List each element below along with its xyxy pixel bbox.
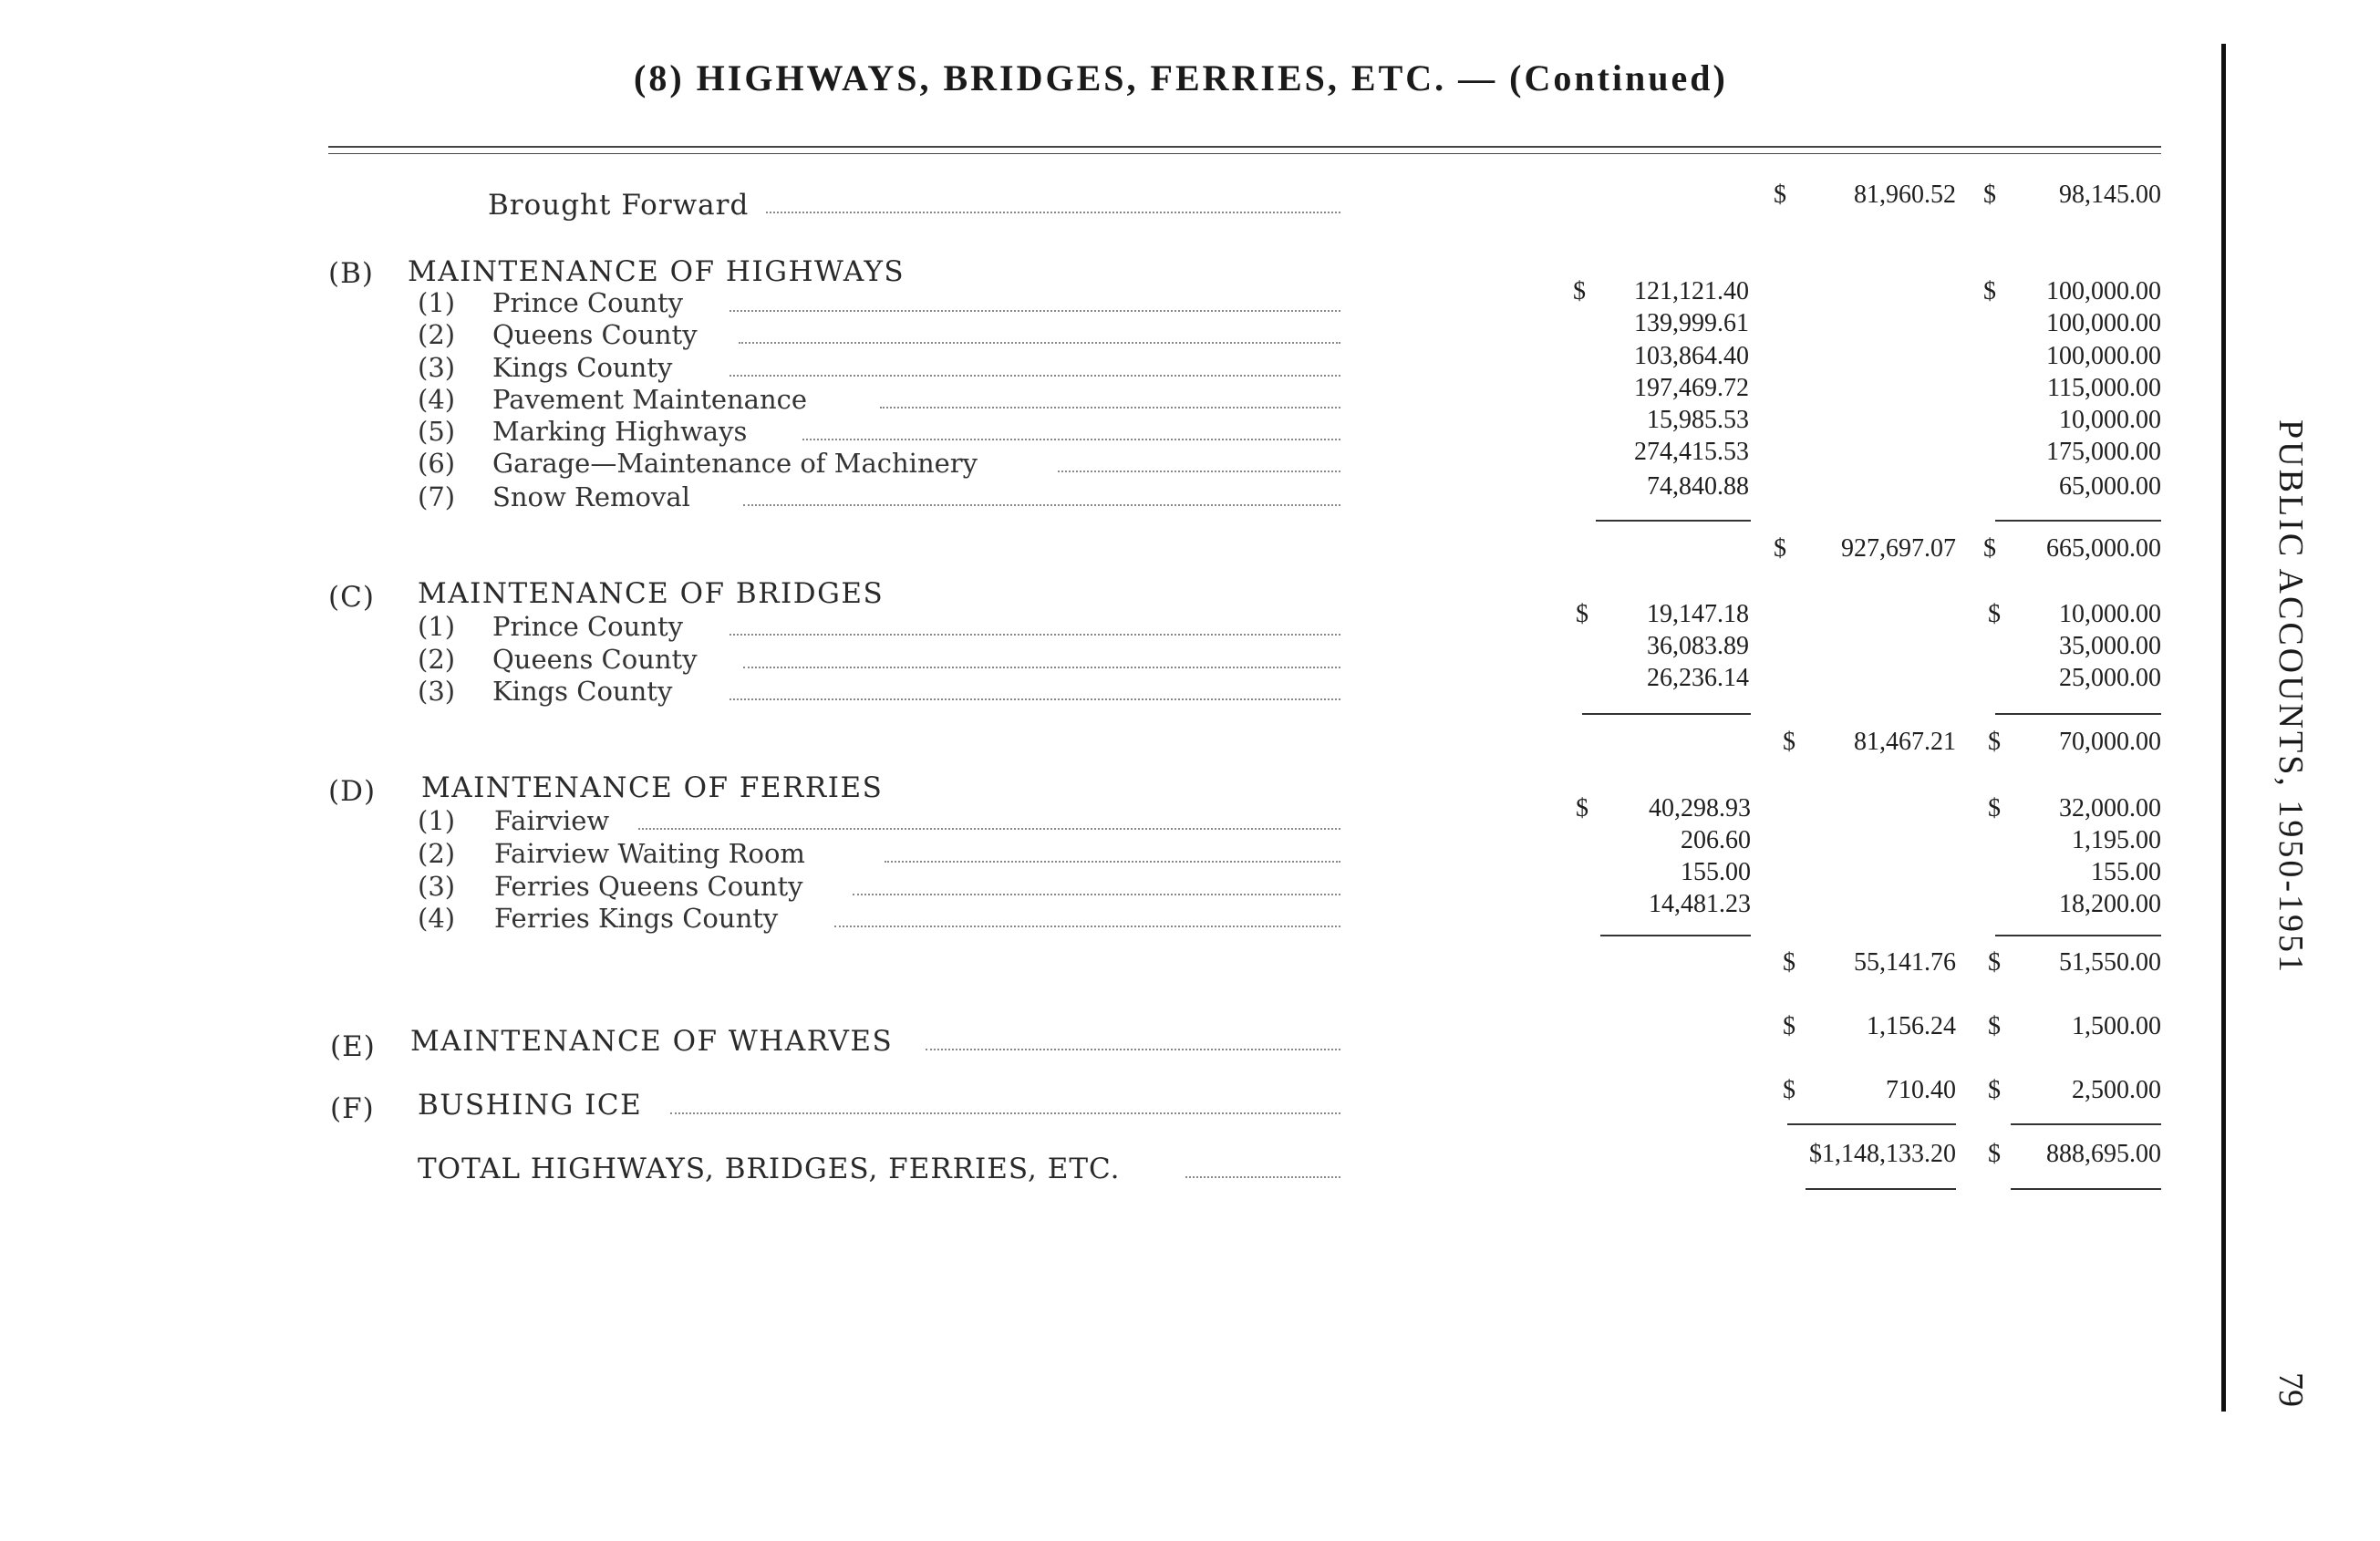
page-title: (8) HIGHWAYS, BRIDGES, FERRIES, ETC. — (Continued) (634, 57, 1728, 98)
grand-total-label: TOTAL HIGHWAYS, BRIDGES, FERRIES, ETC. (418, 1153, 1121, 1185)
currency-sign: $ (1783, 948, 1795, 977)
item-amount: 155.00 (1681, 858, 1751, 886)
item-label: Kings County (492, 352, 673, 383)
section-total-actual: 710.40 (1886, 1076, 1956, 1104)
section-total-actual: 927,697.07 (1841, 534, 1956, 563)
item-label: Kings County (492, 676, 673, 707)
section-letter: (F) (330, 1092, 375, 1125)
section-total-actual: 55,141.76 (1854, 948, 1956, 977)
item-estimate: 1,195.00 (2072, 826, 2161, 854)
item-amount: 36,083.89 (1647, 632, 1749, 660)
leader-dots (880, 407, 1340, 409)
item-estimate: 175,000.00 (2046, 438, 2161, 466)
subtotal-rule (2011, 1123, 2161, 1125)
item-estimate: 100,000.00 (2046, 342, 2161, 370)
currency-sign: $ (1988, 600, 2001, 628)
item-label: Ferries Kings County (494, 903, 779, 934)
leader-dots (802, 439, 1340, 440)
item-label: Ferries Queens County (494, 871, 803, 902)
leader-dots (743, 504, 1340, 506)
item-label: Fairview Waiting Room (494, 838, 805, 869)
item-number: (1) (418, 805, 456, 836)
currency-sign: $ (1573, 277, 1586, 305)
subtotal-rule (1995, 935, 2161, 936)
item-amount: 19,147.18 (1647, 600, 1749, 628)
section-total-estimate: 665,000.00 (2046, 534, 2161, 563)
leader-dots (638, 828, 1340, 830)
item-label: Prince County (492, 287, 683, 318)
subtotal-rule (1995, 520, 2161, 522)
leader-dots (730, 698, 1340, 700)
leader-dots (739, 342, 1340, 344)
item-amount: 139,999.61 (1634, 309, 1749, 337)
item-amount: 206.60 (1681, 826, 1751, 854)
currency-sign: $ (1983, 534, 1996, 563)
section-title: BUSHING ICE (418, 1089, 643, 1122)
currency-sign: $ (1576, 600, 1588, 628)
item-amount: 103,864.40 (1634, 342, 1749, 370)
currency-sign: $ (1988, 1012, 2001, 1040)
item-amount: 26,236.14 (1647, 664, 1749, 692)
section-total-actual: 1,156.24 (1867, 1012, 1956, 1040)
item-amount: 14,481.23 (1649, 890, 1751, 918)
currency-sign: $ (1783, 1012, 1795, 1040)
leader-dots (670, 1112, 1340, 1114)
currency-sign: $ (1988, 1076, 2001, 1104)
currency-sign: $ (1774, 181, 1786, 209)
item-amount: 40,298.93 (1649, 794, 1751, 822)
item-number: (3) (418, 352, 456, 383)
item-number: (2) (418, 319, 456, 350)
leader-dots (926, 1049, 1340, 1050)
section-letter: (B) (328, 257, 374, 290)
leader-dots (766, 212, 1340, 213)
item-estimate: 35,000.00 (2059, 632, 2161, 660)
page-number: 79 (2271, 1372, 2310, 1407)
leader-dots (1185, 1176, 1340, 1178)
subtotal-rule (1787, 1123, 1956, 1125)
currency-sign: $ (1783, 1076, 1795, 1104)
leader-dots (885, 861, 1340, 863)
leader-dots (853, 894, 1340, 895)
brought-forward-estimate: 98,145.00 (2059, 181, 2161, 209)
leader-dots (730, 634, 1340, 636)
subtotal-rule (1582, 713, 1751, 715)
item-label: Prince County (492, 611, 683, 642)
currency-sign: $ (1983, 181, 1996, 209)
section-total-actual: 81,467.21 (1854, 728, 1956, 756)
item-number: (1) (418, 287, 456, 318)
leader-dots (743, 667, 1340, 668)
item-amount: 274,415.53 (1634, 438, 1749, 466)
section-title: MAINTENANCE OF HIGHWAYS (408, 255, 905, 288)
grand-total-actual: $1,148,133.20 (1809, 1140, 1956, 1168)
grand-total-rule (2011, 1188, 2161, 1190)
item-number: (4) (418, 384, 456, 415)
currency-sign: $ (1983, 277, 1996, 305)
item-number: (2) (418, 838, 456, 869)
item-amount: 74,840.88 (1647, 472, 1749, 501)
leader-dots (730, 375, 1340, 377)
section-total-estimate: 51,550.00 (2059, 948, 2161, 977)
item-label: Marking Highways (492, 416, 748, 447)
section-title: MAINTENANCE OF BRIDGES (418, 577, 885, 610)
header-rule-top (328, 146, 2161, 148)
margin-rule (2221, 44, 2226, 1412)
item-number: (6) (418, 448, 456, 479)
section-total-estimate: 70,000.00 (2059, 728, 2161, 756)
item-label: Queens County (492, 319, 698, 350)
section-title: MAINTENANCE OF FERRIES (421, 771, 884, 804)
item-estimate: 10,000.00 (2059, 406, 2161, 434)
item-estimate: 155.00 (2091, 858, 2161, 886)
section-total-estimate: 1,500.00 (2072, 1012, 2161, 1040)
item-label: Queens County (492, 644, 698, 675)
currency-sign: $ (1988, 794, 2001, 822)
item-estimate: 18,200.00 (2059, 890, 2161, 918)
item-number: (1) (418, 611, 456, 642)
leader-dots (1058, 471, 1340, 472)
currency-sign: $ (1988, 1140, 2001, 1168)
item-number: (4) (418, 903, 456, 934)
currency-sign: $ (1774, 534, 1786, 563)
section-title: MAINTENANCE OF WHARVES (410, 1025, 894, 1058)
section-letter: (C) (328, 581, 375, 614)
item-estimate: 100,000.00 (2046, 309, 2161, 337)
section-letter: (D) (328, 775, 377, 808)
brought-forward-label: Brought Forward (488, 189, 750, 222)
item-estimate: 100,000.00 (2046, 277, 2161, 305)
currency-sign: $ (1783, 728, 1795, 756)
item-amount: 197,469.72 (1634, 374, 1749, 402)
item-amount: 121,121.40 (1634, 277, 1749, 305)
item-number: (2) (418, 644, 456, 675)
item-number: (3) (418, 676, 456, 707)
item-estimate: 25,000.00 (2059, 664, 2161, 692)
leader-dots (834, 926, 1340, 927)
item-estimate: 10,000.00 (2059, 600, 2161, 628)
section-total-estimate: 2,500.00 (2072, 1076, 2161, 1104)
subtotal-rule (1600, 935, 1751, 936)
leader-dots (730, 310, 1340, 312)
item-number: (5) (418, 416, 456, 447)
currency-sign: $ (1576, 794, 1588, 822)
item-estimate: 32,000.00 (2059, 794, 2161, 822)
item-label: Garage—Maintenance of Machinery (492, 448, 978, 479)
subtotal-rule (1596, 520, 1751, 522)
item-estimate: 65,000.00 (2059, 472, 2161, 501)
grand-total-estimate: 888,695.00 (2046, 1140, 2161, 1168)
item-label: Snow Removal (492, 481, 690, 512)
item-label: Pavement Maintenance (492, 384, 808, 415)
header-rule-bottom (328, 153, 2161, 154)
brought-forward-actual: 81,960.52 (1854, 181, 1956, 209)
currency-sign: $ (1988, 948, 2001, 977)
item-estimate: 115,000.00 (2047, 374, 2161, 402)
item-label: Fairview (494, 805, 610, 836)
item-number: (3) (418, 871, 456, 902)
item-number: (7) (418, 481, 456, 512)
item-amount: 15,985.53 (1647, 406, 1749, 434)
running-head: PUBLIC ACCOUNTS, 1950-1951 (2271, 419, 2310, 975)
subtotal-rule (1995, 713, 2161, 715)
currency-sign: $ (1988, 728, 2001, 756)
section-letter: (E) (330, 1030, 376, 1063)
grand-total-rule (1806, 1188, 1956, 1190)
